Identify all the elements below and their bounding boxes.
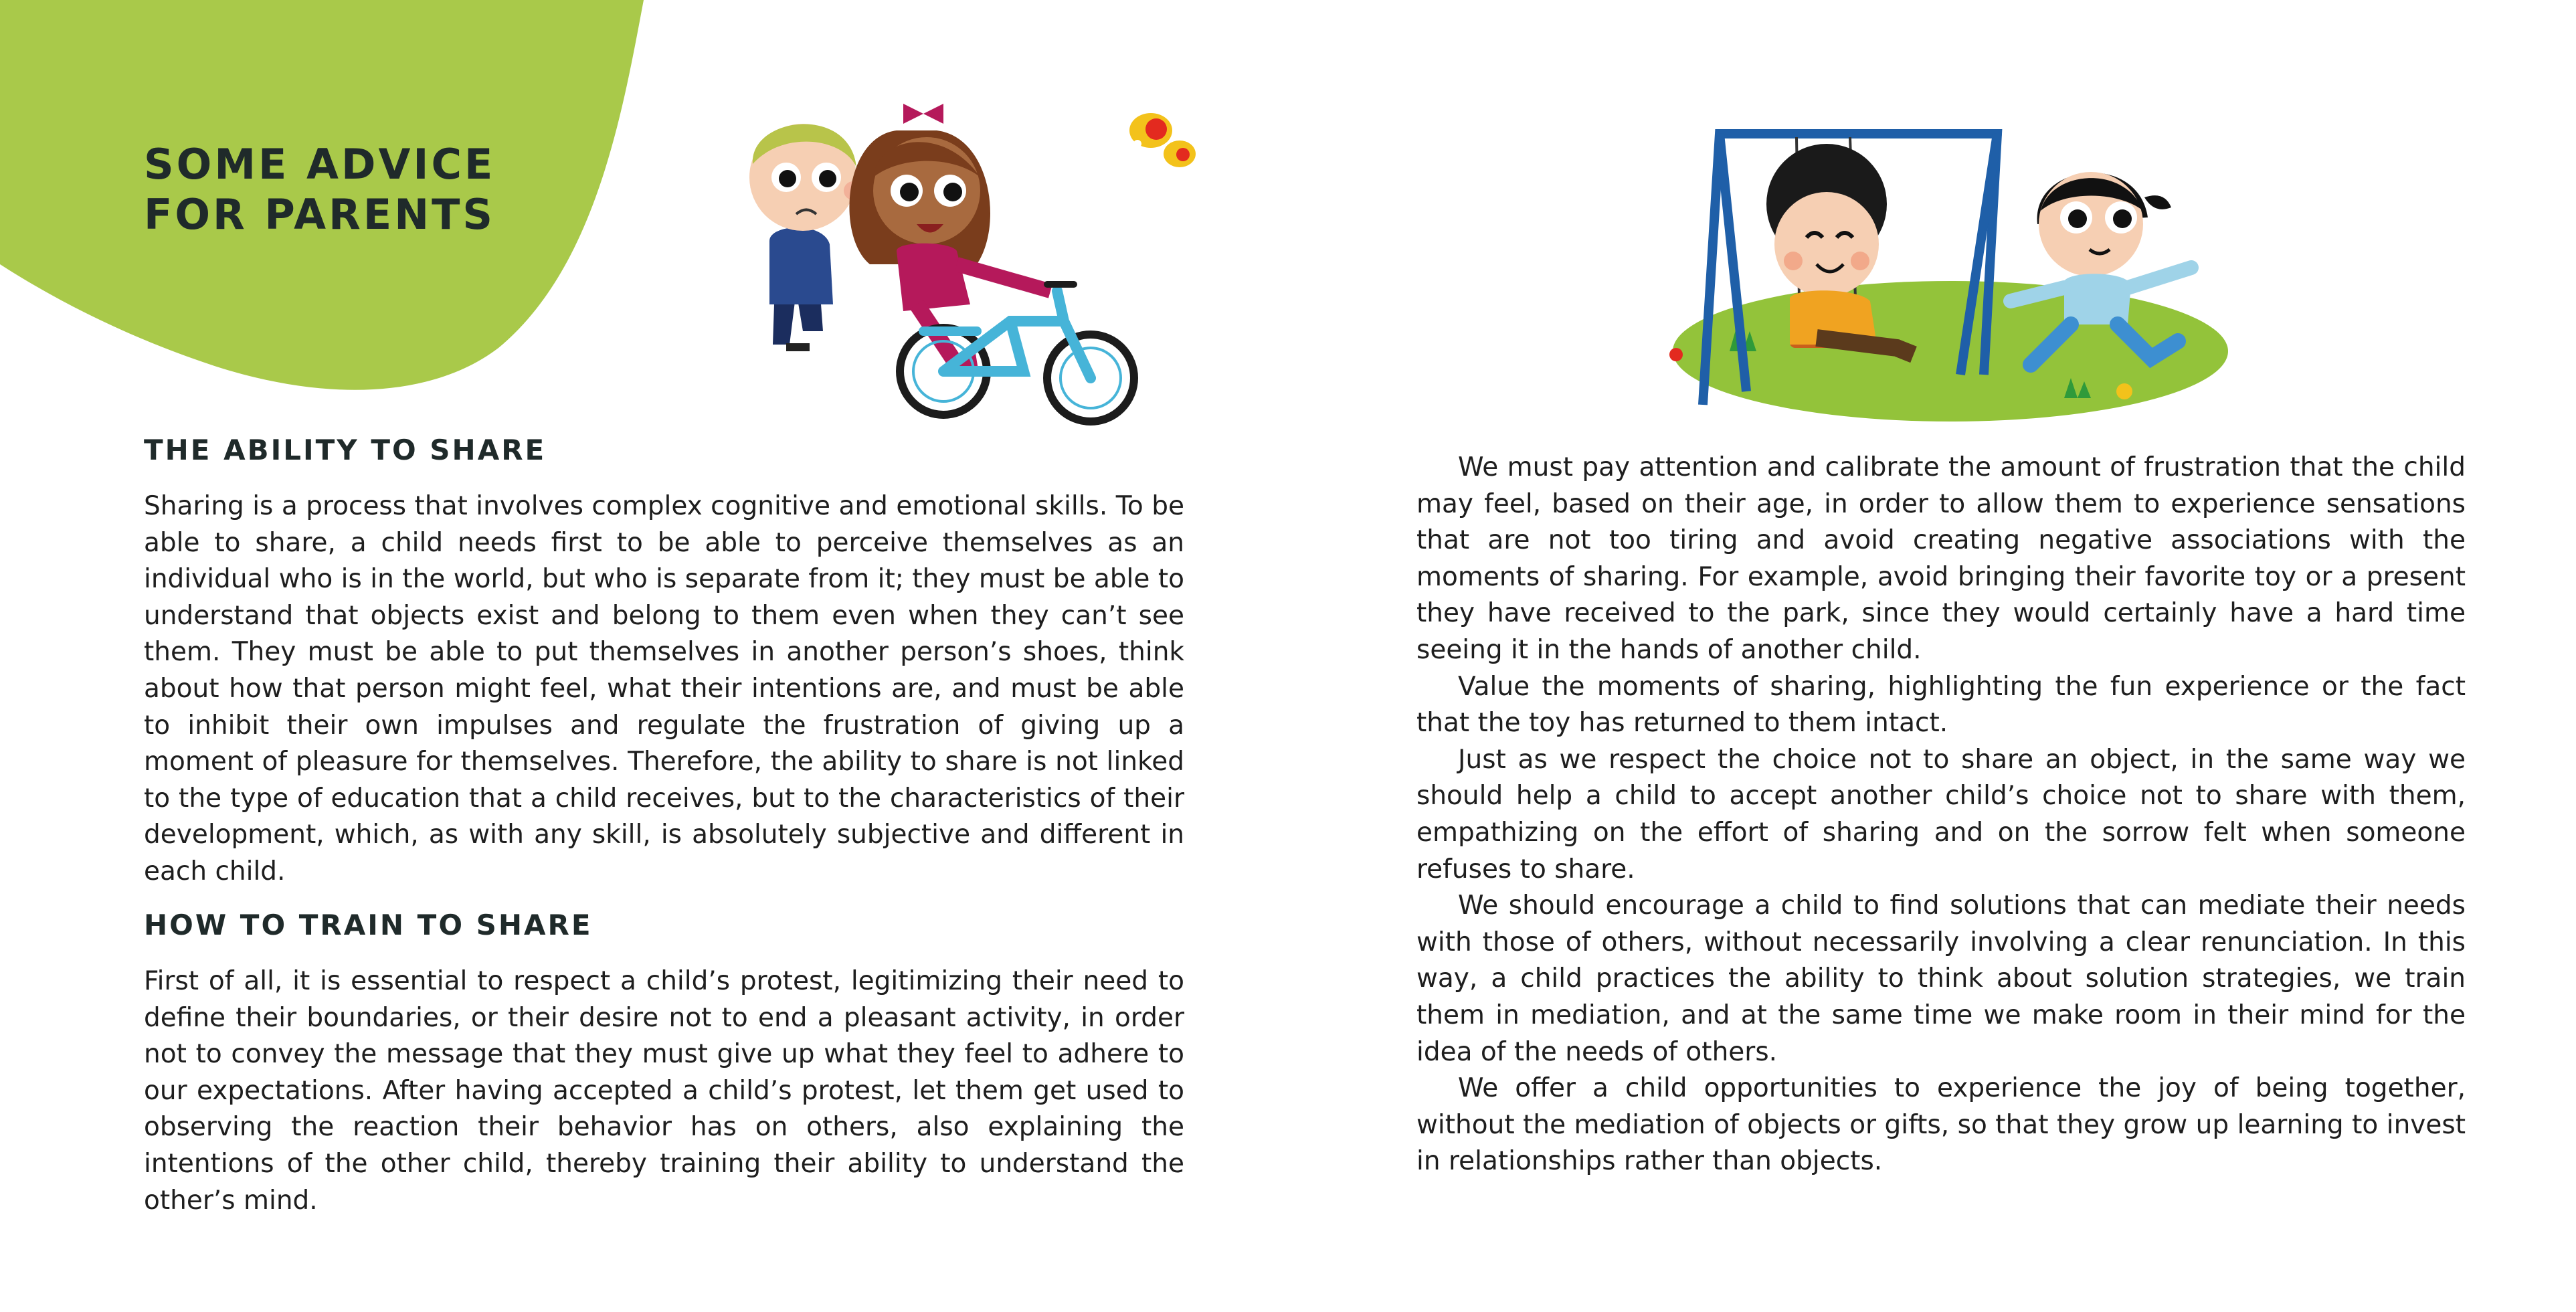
right-paragraph: Just as we respect the choice not to share an object, in the same way we should help a child to accept another child’s choice not to share with them, empathizing on the effort of sharing and on the sorrow felt when someone refuses to share.	[1416, 744, 2466, 884]
kids-bicycle-illustration	[723, 90, 1218, 432]
section-body-how-to-train: First of all, it is essential to respect a child’s protest, legitimizing their need to define their boundaries, or their desire not to end a pleasant activity, in order not to convey the message that they must give up what they feel to adhere to our expectations. After having accepted a child’s protest, let them get used to observing the reaction their behavior has on others, also explaining the intentions of the other child, thereby training their ability to understand the other’s mind.	[144, 966, 1184, 1216]
right-paragraph: We should encourage a child to find solutions that can mediate their needs with those of others, without necessarily involving a clear renunciation. In this way, a child practices the ability to think about solution strategies, we train them in mediation, and at the same time we make room in their mind for the idea of the needs of others.	[1416, 891, 2466, 1067]
section-body-ability-to-share: Sharing is a process that involves complex cognitive and emotional skills. To be able to share, a child needs first to be able to perceive themselves as an individual who is in the world, but who is separate from it; they must be able to understand that objects exist and belong to them even when they can’t see them. They must be able to put themselves in another person’s shoes, think about how that person might feel, what their intentions are, and must be able to inhibit their own impulses and regulate the frustration of giving up a moment of pleasure for themselves. Therefore, the ability to share is not linked to the type of education that a child receives, but to the characteristics of their development, which, as with any skill, is absolutely subjective and different in each child.	[144, 491, 1184, 886]
boy-figure	[749, 124, 862, 351]
kids-swing-illustration	[1656, 124, 2231, 432]
page-title	[144, 139, 495, 240]
section-title-how-to-train: HOW TO TRAIN TO SHARE	[144, 909, 593, 941]
right-column-text	[1416, 450, 2466, 1180]
page-title-line2: FOR PARENTS	[144, 190, 496, 239]
right-paragraph: We must pay attention and calibrate the amount of frustration that the child may feel, based on their age, in order to allow them to experience sensations that are not too tiring and avoid creating negative associations with the moments of sharing. For example, avoid bringing their favorite toy or a present they have received to the park, since they would certainly have a hard time seeing it in the hands of another child.	[1416, 452, 2466, 665]
page-title-line1: SOME ADVICE	[144, 140, 496, 189]
section-title-ability-to-share: THE ABILITY TO SHARE	[144, 434, 547, 466]
butterfly-icon	[1129, 113, 1196, 167]
right-paragraph: We offer a child opportunities to experience the joy of being together, without the mediation of objects or gifts, so that they grow up learning to invest in relationships rather than objects.	[1416, 1073, 2466, 1177]
right-paragraph: Value the moments of sharing, highlighting the fun experience or the fact that the toy has returned to them intact.	[1416, 671, 2466, 739]
